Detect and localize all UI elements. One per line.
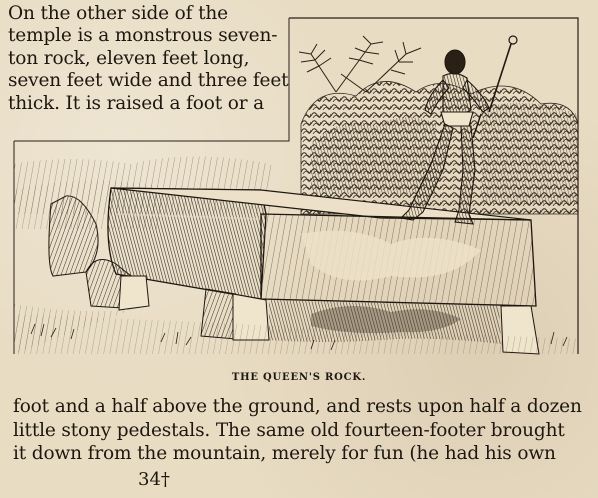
text-line: ton rock, eleven feet long,	[8, 47, 250, 69]
illustration-caption: THE QUEEN'S ROCK.	[231, 372, 367, 383]
text-line: it down from the mountain, merely for fun (he had his own	[13, 443, 556, 464]
text-line: thick. It is raised a foot or a	[8, 92, 265, 114]
text-line: seven feet wide and three feet	[8, 70, 289, 92]
bottom-paragraph	[13, 395, 593, 466]
text-line: foot and a half above the ground, and rests upon half a dozen	[13, 396, 582, 417]
text-line: temple is a monstrous seven-	[8, 25, 278, 47]
page-marker: 34†	[138, 469, 170, 490]
text-line: On the other side of the	[8, 3, 228, 24]
top-paragraph	[8, 3, 290, 115]
text-line: little stony pedestals. The same old fourteen-footer brought	[13, 419, 565, 441]
